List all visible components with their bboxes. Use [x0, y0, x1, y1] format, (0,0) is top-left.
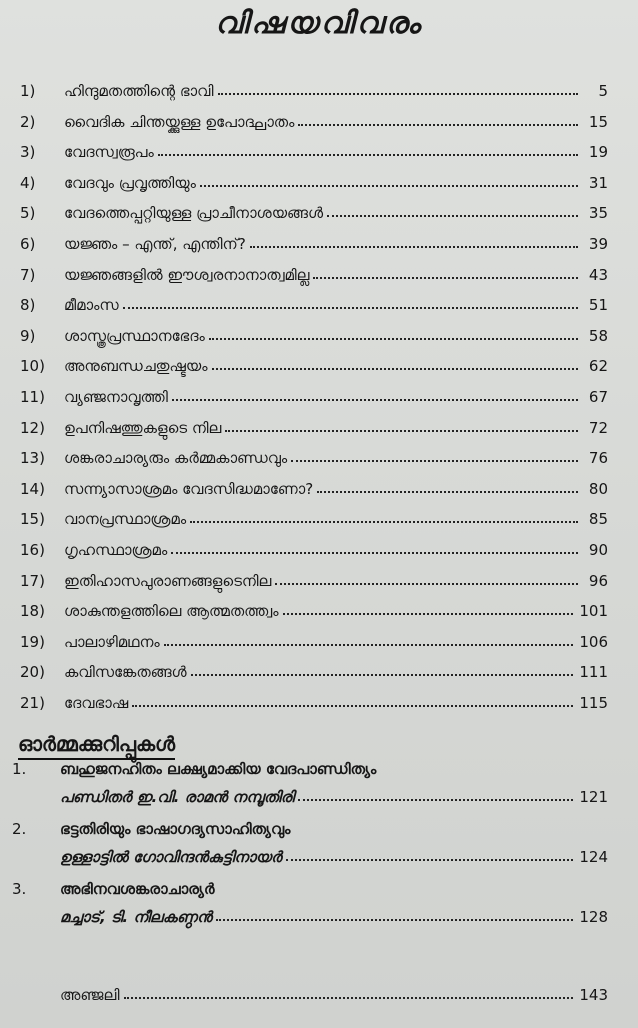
toc-row [20, 651, 608, 681]
memory-page-number: 124 [579, 848, 608, 866]
toc-number: 14) [20, 479, 45, 498]
toc-row [20, 621, 608, 651]
toc-page-number: 31 [588, 173, 608, 192]
toc-row [20, 590, 608, 620]
leader-dots [275, 583, 578, 585]
toc-number: 1) [20, 82, 36, 100]
leader-dots [317, 491, 578, 493]
toc-row [20, 560, 608, 590]
anjali-label: അഞ്ജലി [60, 986, 120, 1004]
toc-page-number: 51 [588, 296, 608, 315]
toc-title: ശങ്കരാചാര്യരും കർമ്മകാണ്ഡവും [64, 449, 288, 468]
memory-entry [0, 880, 638, 936]
toc-title: സന്ന്യാസാശ്രമം വേദസിദ്ധമാണോ? [64, 479, 314, 498]
toc-number: 11) [20, 388, 45, 406]
toc-title: പാലാഴിമഥനം [64, 632, 160, 651]
toc-number: 7) [20, 265, 36, 284]
toc-page-number: 76 [588, 449, 608, 468]
toc-row [20, 131, 608, 161]
leader-dots [313, 277, 578, 279]
toc-row [20, 284, 608, 314]
memory-author-row [60, 908, 608, 926]
anjali-page: 143 [579, 986, 608, 1004]
leader-dots [327, 215, 578, 217]
memory-title: അഭിനവശങ്കരാചാര്യർ [60, 880, 215, 898]
toc-title: കവിസങ്കേതങ്ങൾ [64, 663, 187, 682]
leader-dots [298, 124, 578, 126]
leader-dots [124, 997, 574, 999]
toc-title: വ്യഞ്ജനാവൃത്തി [64, 388, 168, 406]
toc-title: വേദസ്വരൂപം [64, 143, 154, 162]
page-title: വിഷയവിവരം [215, 6, 423, 41]
leader-dots [225, 430, 578, 432]
leader-dots [209, 338, 578, 340]
leader-dots [286, 859, 574, 861]
toc-page-number: 85 [588, 510, 608, 529]
memory-entry [0, 820, 638, 876]
toc-number: 17) [20, 571, 45, 590]
toc-title: ശാകുന്തളത്തിലെ ആത്മതത്ത്വം [64, 602, 279, 621]
leader-dots [123, 307, 578, 309]
toc-page-number: 58 [588, 326, 608, 345]
toc-number: 6) [20, 235, 36, 253]
toc-page-number: 43 [588, 265, 608, 284]
memory-author: മച്ചാട്, ടി. നീലകണ്ഠൻ [60, 908, 212, 926]
leader-dots [132, 705, 573, 707]
toc-page-number: 67 [588, 388, 608, 406]
toc-number: 3) [20, 143, 36, 162]
toc-row [20, 529, 608, 559]
toc-row [20, 192, 608, 222]
leader-dots [158, 154, 578, 156]
memory-author-row [60, 788, 608, 806]
leader-dots [191, 674, 574, 676]
toc-title: ഹിന്ദുമതത്തിന്റെ ഭാവി [64, 82, 214, 100]
leader-dots [216, 919, 573, 921]
memory-page-number: 128 [579, 908, 608, 926]
toc-page-number: 90 [588, 541, 608, 559]
leader-dots [298, 799, 573, 801]
toc-row [20, 468, 608, 498]
toc-page-number: 111 [579, 663, 608, 682]
toc-title: ഇതിഹാസപുരാണങ്ങളുടെനില [64, 571, 272, 590]
toc-number: 13) [20, 449, 45, 468]
memories-heading: ഓർമ്മക്കുറിപ്പുകൾ [18, 732, 175, 760]
toc-title: വേദവും പ്രവൃത്തിയും [64, 173, 196, 192]
toc-page-number: 39 [588, 235, 608, 253]
toc-number: 18) [20, 602, 45, 621]
toc-page-number: 35 [588, 204, 608, 223]
toc-title: വാനപ്രസ്ഥാശ്രമം [64, 510, 187, 529]
toc-number: 2) [20, 112, 36, 131]
memory-number: 2. [12, 820, 27, 838]
memory-author-row [60, 848, 608, 866]
toc-row [20, 345, 608, 375]
toc-page-number: 96 [588, 571, 608, 590]
toc-row [20, 162, 608, 192]
leader-dots [291, 460, 578, 462]
toc-page-number: 80 [588, 479, 608, 498]
toc-number: 12) [20, 418, 45, 437]
toc-page-number: 5 [598, 82, 608, 100]
toc-number: 19) [20, 632, 45, 651]
toc-row [20, 376, 608, 406]
toc-title: ശാസ്ത്രപ്രസ്ഥാനഭേദം [64, 326, 205, 345]
toc-row [20, 437, 608, 467]
leader-dots [218, 93, 579, 95]
leader-dots [171, 552, 578, 554]
toc-title: മീമാംസ [64, 296, 119, 315]
memory-number: 3. [12, 880, 27, 898]
toc-page-number: 115 [579, 694, 608, 712]
toc-row [20, 254, 608, 284]
toc-row [20, 315, 608, 345]
toc-page-number: 15 [588, 112, 608, 131]
toc-title: യജ്ഞങ്ങളിൽ ഈശ്വരനാനാത്വമില്ല [64, 265, 310, 284]
toc-title: വേദത്തെപ്പറ്റിയുള്ള പ്രാചീനാശയങ്ങൾ [64, 204, 324, 223]
memory-title: ബഹുജനഹിതം ലക്ഷ്യമാക്കിയ വേദപാണ്ഡിത്യം [60, 760, 377, 778]
anjali-row [60, 986, 608, 1004]
toc-number: 15) [20, 510, 45, 529]
toc-title: ദേവഭാഷ [64, 694, 129, 712]
toc-number: 4) [20, 173, 36, 192]
leader-dots [250, 246, 578, 248]
toc-page-number: 72 [588, 418, 608, 437]
memory-page-number: 121 [579, 788, 608, 806]
toc-number: 16) [20, 541, 45, 559]
leader-dots [200, 185, 578, 187]
toc-title: യജ്ഞം – എന്ത്, എന്തിന്? [64, 235, 246, 253]
toc-title: അനുബന്ധചതുഷ്ടയം [64, 357, 208, 376]
toc-page-number: 62 [588, 357, 608, 376]
leader-dots [283, 613, 574, 615]
leader-dots [164, 644, 574, 646]
toc-row [20, 101, 608, 131]
toc-title: ഉപനിഷത്തുകളുടെ നില [64, 418, 222, 437]
toc-row [20, 70, 608, 100]
toc-row [20, 498, 608, 528]
leader-dots [190, 521, 578, 523]
toc-page-number: 19 [588, 143, 608, 162]
toc-page-number: 106 [579, 632, 608, 651]
toc-title: വൈദിക ചിന്തയ്ക്കുള്ള ഉപോദ്ഘാതം [64, 112, 295, 131]
memory-title: ഭട്ടതിരിയും ഭാഷാഗദ്യസാഹിത്യവും [60, 820, 291, 838]
toc-number: 8) [20, 296, 36, 315]
toc-row [20, 407, 608, 437]
leader-dots [172, 399, 578, 401]
memory-number: 1. [12, 760, 27, 778]
memory-author: ഉള്ളാട്ടിൽ ഗോവിന്ദൻകുട്ടിനായർ [60, 848, 282, 866]
memory-author: പണ്ഡിതർ ഇ.വി. രാമൻ നമ്പൂതിരി [60, 788, 295, 806]
toc-number: 20) [20, 663, 45, 682]
toc-number: 9) [20, 326, 36, 345]
toc-page-number: 101 [579, 602, 608, 621]
toc-number: 10) [20, 357, 45, 376]
toc-number: 5) [20, 204, 36, 223]
memory-entry [0, 760, 638, 816]
toc-number: 21) [20, 694, 45, 712]
toc-row [20, 682, 608, 712]
toc-row [20, 223, 608, 253]
toc-title: ഗൃഹസ്ഥാശ്രമം [64, 541, 168, 559]
leader-dots [212, 368, 579, 370]
